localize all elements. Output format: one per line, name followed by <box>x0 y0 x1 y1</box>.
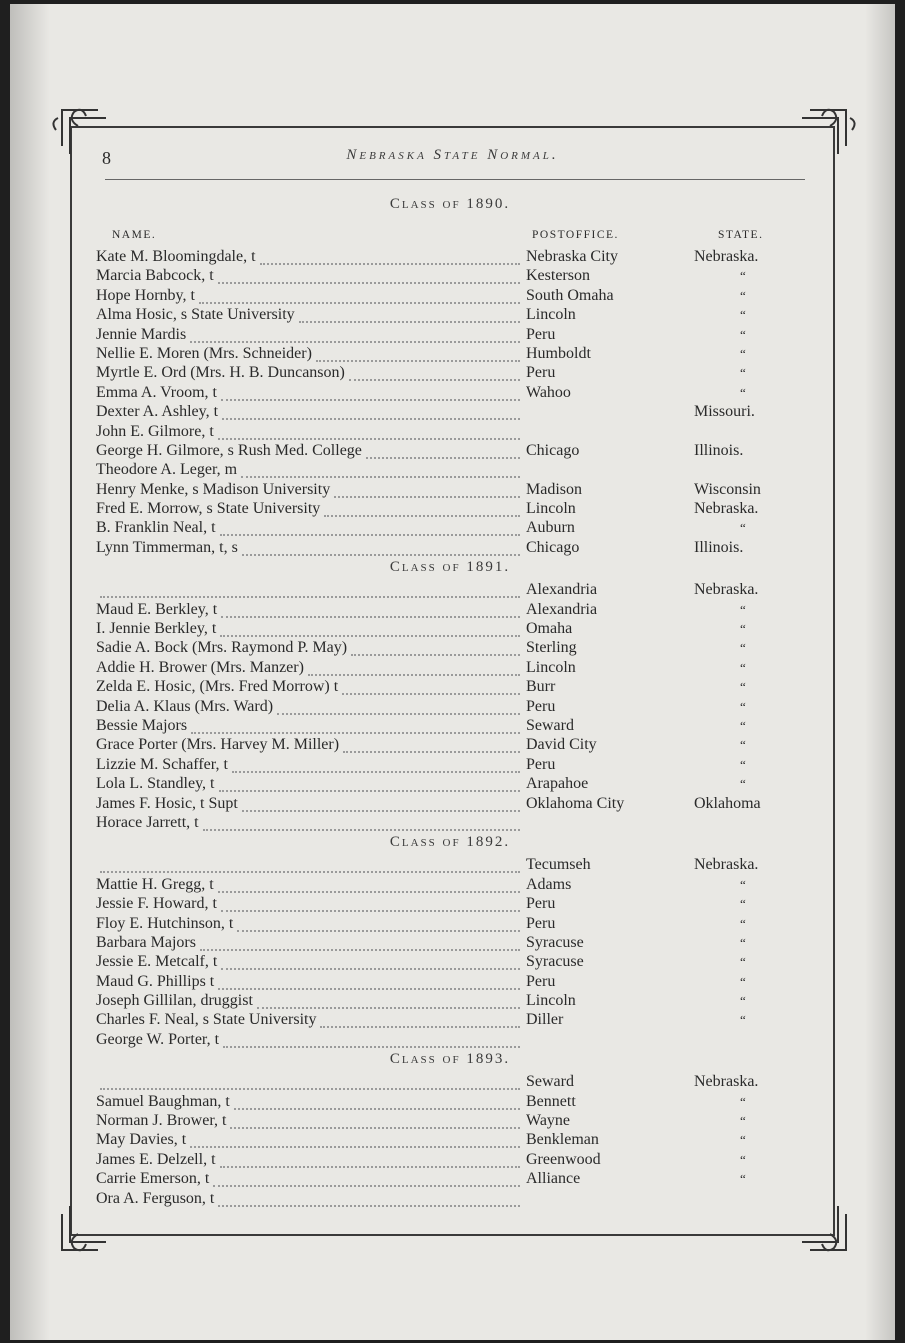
state-value: “ <box>740 659 746 675</box>
roster-row <box>90 1150 810 1169</box>
postoffice-value: Lincoln <box>526 306 576 324</box>
dot-leader <box>260 253 520 265</box>
dot-leader <box>191 722 520 734</box>
dot-leader <box>221 958 520 970</box>
state-value: “ <box>740 640 746 656</box>
postoffice-value: Peru <box>526 364 556 382</box>
page-number: 8 <box>102 148 111 168</box>
dot-leader <box>213 1175 520 1187</box>
roster-row <box>90 1030 810 1049</box>
postoffice-value: David City <box>526 736 597 754</box>
dot-leader <box>199 292 520 304</box>
state-value: “ <box>740 698 746 714</box>
graduate-name: Grace Porter (Mrs. Harvey M. Miller) <box>96 736 340 754</box>
state-value: Illinois. <box>694 441 744 459</box>
postoffice-value: Peru <box>526 895 556 913</box>
graduate-name: Zelda E. Hosic, (Mrs. Fred Morrow) t <box>96 678 339 696</box>
postoffice-value: Chicago <box>526 538 580 556</box>
roster-row <box>90 1130 810 1149</box>
graduate-name: Marcia Babcock, t <box>96 267 214 285</box>
graduate-name: George W. Porter, t <box>96 1030 220 1048</box>
roster-row <box>90 735 810 754</box>
graduate-name: Mattie H. Gregg, t <box>96 875 214 893</box>
state-value: Illinois. <box>694 538 744 556</box>
graduate-name: Theodore A. Leger, m <box>96 461 238 479</box>
dot-leader <box>351 644 520 656</box>
graduate-name: Floy E. Hutchinson, t <box>96 914 234 932</box>
postoffice-value: Madison <box>526 480 582 498</box>
dot-leader <box>203 819 520 831</box>
graduate-name: George H. Gilmore, s Rush Med. College <box>96 441 362 459</box>
roster-row <box>90 600 810 619</box>
border-bottom-rule <box>70 1234 835 1236</box>
graduate-name: Nellie E. Moren (Mrs. Schneider) <box>96 344 312 362</box>
dot-leader <box>241 466 520 478</box>
state-value: “ <box>740 287 746 303</box>
roster-row <box>90 344 810 363</box>
postoffice-value: Syracuse <box>526 933 584 951</box>
postoffice-value: Adams <box>526 875 572 893</box>
column-header-state: STATE. <box>718 229 764 241</box>
dot-leader <box>234 1098 520 1110</box>
state-value: “ <box>740 679 746 695</box>
state-value: “ <box>740 1132 746 1148</box>
roster-row <box>90 619 810 638</box>
border-left-rule <box>70 126 72 1236</box>
graduate-name: Henry Menke, s Madison University <box>96 480 331 498</box>
graduate-name: James E. Delzell, t <box>96 1150 216 1168</box>
postoffice-value: Alliance <box>526 1170 581 1188</box>
postoffice-value: Bennett <box>526 1092 576 1110</box>
dot-leader <box>190 1136 520 1148</box>
class-heading: Class of 1893. <box>389 1051 511 1068</box>
dot-leader <box>308 664 520 676</box>
roster-row <box>90 894 810 913</box>
graduate-name: James F. Hosic, t Supt <box>96 794 238 812</box>
dot-leader <box>237 920 520 932</box>
state-value: Wisconsin <box>694 480 761 498</box>
postoffice-value: Peru <box>526 697 556 715</box>
page-edge-shadow <box>865 4 895 1340</box>
dot-leader <box>200 939 520 951</box>
roster-row <box>90 441 810 460</box>
graduate-name: B. Franklin Neal, t <box>96 519 216 537</box>
dot-leader <box>222 408 520 420</box>
postoffice-value: Alexandria <box>526 581 598 599</box>
graduate-name: John E. Gilmore, t <box>96 422 214 440</box>
graduate-name: Maud E. Berkley, t <box>96 600 218 618</box>
book-page <box>10 4 895 1340</box>
roster-row <box>90 1072 810 1091</box>
dot-leader <box>221 606 520 618</box>
running-title: Nebraska State Normal. <box>346 147 559 163</box>
column-header-name: NAME. <box>112 229 157 241</box>
dot-leader <box>343 741 520 753</box>
roster-row <box>90 697 810 716</box>
border-right-rule <box>833 126 835 1236</box>
dot-leader <box>316 350 520 362</box>
roster-row <box>90 933 810 952</box>
dot-leader <box>221 389 520 401</box>
state-value: Missouri. <box>694 403 755 421</box>
graduate-name: Carrie Emerson, t <box>96 1170 210 1188</box>
graduate-name: Norman J. Brower, t <box>96 1112 227 1130</box>
dot-leader <box>100 1078 520 1090</box>
class-heading: Class of 1891. <box>389 559 511 576</box>
state-value: “ <box>740 601 746 617</box>
graduate-name: Dexter A. Ashley, t <box>96 403 219 421</box>
postoffice-value: Kesterson <box>526 267 590 285</box>
graduate-name: Jennie Mardis <box>96 325 187 343</box>
roster-row <box>90 363 810 382</box>
dot-leader <box>324 505 520 517</box>
postoffice-value: Nebraska City <box>526 248 618 265</box>
roster-row <box>90 538 810 557</box>
page-gutter-shadow <box>10 4 50 1340</box>
graduate-name: Samuel Baughman, t <box>96 1092 230 1110</box>
state-value: “ <box>740 756 746 772</box>
dot-leader <box>220 1156 520 1168</box>
dot-leader <box>320 1016 520 1028</box>
graduate-name: I. Jennie Berkley, t <box>96 620 217 638</box>
roster-row <box>90 305 810 324</box>
roster-row <box>90 460 810 479</box>
postoffice-value: Peru <box>526 914 556 932</box>
graduate-name: Bessie Majors <box>96 716 188 734</box>
class-heading: Class of 1892. <box>389 834 511 851</box>
dot-leader <box>218 428 520 440</box>
graduate-name: May Davies, t <box>96 1131 187 1149</box>
dot-leader <box>232 761 520 773</box>
roster-row <box>90 286 810 305</box>
roster-row <box>90 518 810 537</box>
graduate-name: Maud G. Phillips t <box>96 972 215 990</box>
dot-leader <box>218 1195 520 1207</box>
roster-row <box>90 794 810 813</box>
state-value: “ <box>740 776 746 792</box>
postoffice-value: Chicago <box>526 441 580 459</box>
roster-row <box>90 755 810 774</box>
roster-row <box>90 875 810 894</box>
roster-row <box>90 247 810 266</box>
dot-leader <box>218 978 520 990</box>
dot-leader <box>366 447 520 459</box>
state-value: “ <box>740 717 746 733</box>
class-heading: Class of 1890. <box>389 196 511 212</box>
postoffice-value: Seward <box>526 1073 574 1091</box>
postoffice-value: Omaha <box>526 620 573 638</box>
roster-row <box>90 580 810 599</box>
postoffice-value: Alexandria <box>526 600 598 618</box>
state-value: Nebraska. <box>694 248 759 265</box>
state-value: “ <box>740 915 746 931</box>
state-value: Nebraska. <box>694 1073 759 1091</box>
dot-leader <box>221 900 520 912</box>
roster-content <box>90 194 810 1208</box>
state-value: “ <box>740 326 746 342</box>
dot-leader <box>100 861 520 873</box>
postoffice-value: Arapahoe <box>526 775 589 793</box>
state-value: “ <box>740 520 746 536</box>
postoffice-value: Seward <box>526 716 574 734</box>
state-value: “ <box>740 954 746 970</box>
dot-leader <box>242 544 520 556</box>
dot-leader <box>257 997 520 1009</box>
graduate-name: Ora A. Ferguson, t <box>96 1189 215 1207</box>
state-value: “ <box>740 1113 746 1129</box>
roster-row <box>90 813 810 832</box>
postoffice-value: Burr <box>526 678 556 696</box>
roster-row <box>90 1092 810 1111</box>
postoffice-value: Peru <box>526 325 556 343</box>
state-value: “ <box>740 993 746 1009</box>
roster-row <box>90 325 810 344</box>
roster-row <box>90 972 810 991</box>
state-value: “ <box>740 1151 746 1167</box>
graduate-name: Hope Hornby, t <box>96 286 195 304</box>
roster-row <box>90 638 810 657</box>
graduate-name: Fred E. Morrow, s State University <box>96 500 321 518</box>
state-value: “ <box>740 973 746 989</box>
dot-leader <box>223 1036 520 1048</box>
roster-row <box>90 991 810 1010</box>
column-headers <box>90 217 810 247</box>
graduate-name: Charles F. Neal, s State University <box>96 1011 317 1029</box>
dot-leader <box>190 331 520 343</box>
dot-leader <box>277 703 520 715</box>
border-top-rule <box>70 126 835 128</box>
dot-leader <box>349 369 520 381</box>
roster-row <box>90 1111 810 1130</box>
dot-leader <box>299 311 520 323</box>
graduate-name: Lynn Timmerman, t, s <box>96 538 238 556</box>
roster-row <box>90 677 810 696</box>
state-value: “ <box>740 896 746 912</box>
postoffice-value: Diller <box>526 1011 564 1029</box>
postoffice-value: Humboldt <box>526 344 591 362</box>
state-value: “ <box>740 345 746 361</box>
graduate-name: Jessie F. Howard, t <box>96 895 217 913</box>
roster-row <box>90 716 810 735</box>
dot-leader <box>100 586 520 598</box>
roster-row <box>90 499 810 518</box>
corner-ornament-bottom-left-icon <box>48 1204 108 1264</box>
postoffice-value: Lincoln <box>526 658 576 676</box>
roster-row <box>90 1169 810 1188</box>
state-value: “ <box>740 365 746 381</box>
postoffice-value: Lincoln <box>526 500 576 518</box>
dot-leader <box>342 683 520 695</box>
column-header-postoffice: POSTOFFICE. <box>532 229 619 241</box>
postoffice-value: Auburn <box>526 519 575 537</box>
postoffice-value: Wayne <box>526 1112 571 1130</box>
roster-row <box>90 480 810 499</box>
state-value: Oklahoma <box>694 794 761 812</box>
dot-leader <box>218 272 520 284</box>
state-value: “ <box>740 621 746 637</box>
postoffice-value: South Omaha <box>526 286 614 304</box>
roster-row <box>90 1010 810 1029</box>
state-value: Nebraska. <box>694 581 759 599</box>
postoffice-value: Peru <box>526 755 556 773</box>
roster-row <box>90 774 810 793</box>
graduate-name: Jessie E. Metcalf, t <box>96 953 218 971</box>
dot-leader <box>220 524 520 536</box>
postoffice-value: Wahoo <box>526 383 571 401</box>
state-value: “ <box>740 384 746 400</box>
postoffice-value: Tecumseh <box>526 856 591 874</box>
graduate-name: Horace Jarrett, t <box>96 813 199 831</box>
dot-leader <box>220 625 520 637</box>
postoffice-value: Sterling <box>526 639 577 657</box>
roster-row <box>90 1189 810 1208</box>
postoffice-value: Peru <box>526 972 556 990</box>
roster-row <box>90 422 810 441</box>
graduate-name: Sadie A. Bock (Mrs. Raymond P. May) <box>96 639 348 657</box>
graduate-name: Alma Hosic, s State University <box>96 306 295 324</box>
state-value: Nebraska. <box>694 500 759 518</box>
state-value: “ <box>740 1012 746 1028</box>
graduate-name: Lizzie M. Schaffer, t <box>96 755 228 773</box>
postoffice-value: Greenwood <box>526 1150 601 1168</box>
roster-row <box>90 383 810 402</box>
postoffice-value: Lincoln <box>526 992 576 1010</box>
dot-leader <box>219 780 520 792</box>
roster-row <box>90 266 810 285</box>
state-value: “ <box>740 1171 746 1187</box>
state-value: “ <box>740 876 746 892</box>
dot-leader <box>242 800 520 812</box>
postoffice-value: Benkleman <box>526 1131 599 1149</box>
graduate-name: Emma A. Vroom, t <box>96 383 217 401</box>
roster-row <box>90 402 810 421</box>
state-value: “ <box>740 934 746 950</box>
graduate-name: Delia A. Klaus (Mrs. Ward) <box>96 697 274 715</box>
state-value: “ <box>740 737 746 753</box>
graduate-name: Kate M. Bloomingdale, t <box>96 248 256 265</box>
graduate-name: Joseph Gillilan, druggist <box>96 992 253 1010</box>
postoffice-value: Syracuse <box>526 953 584 971</box>
graduate-name: Lola L. Standley, t <box>96 775 215 793</box>
postoffice-value: Oklahoma City <box>526 794 625 812</box>
roster-row <box>90 855 810 874</box>
state-value: “ <box>740 268 746 284</box>
dot-leader <box>334 486 520 498</box>
roster-row <box>90 658 810 677</box>
roster-row <box>90 914 810 933</box>
graduate-name: Myrtle E. Ord (Mrs. H. B. Duncanson) <box>96 364 345 382</box>
graduate-name: Addie H. Brower (Mrs. Manzer) <box>96 658 304 676</box>
graduate-name: Barbara Majors <box>96 933 196 951</box>
dot-leader <box>230 1117 520 1129</box>
state-value: Nebraska. <box>694 856 759 874</box>
dot-leader <box>218 881 520 893</box>
corner-ornament-bottom-right-icon <box>800 1204 860 1264</box>
state-value: “ <box>740 307 746 323</box>
state-value: “ <box>740 1093 746 1109</box>
header-divider <box>105 179 805 180</box>
roster-row <box>90 952 810 971</box>
